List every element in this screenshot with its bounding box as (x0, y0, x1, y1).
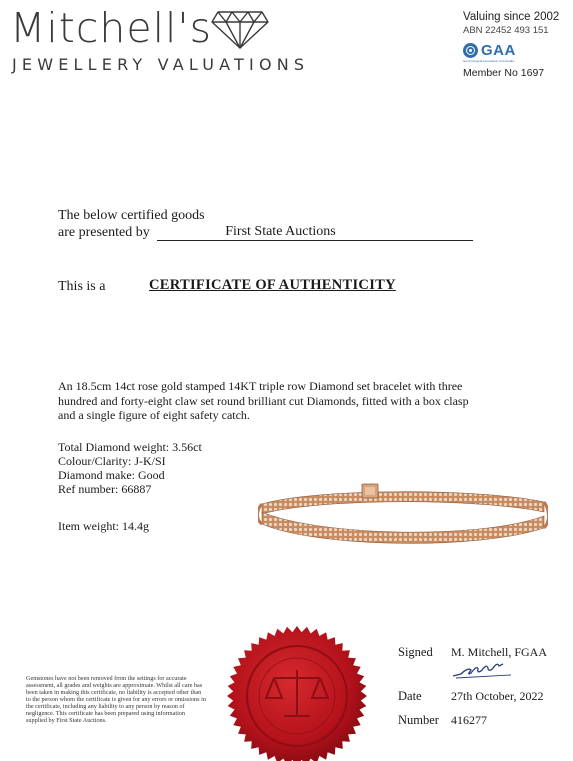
valuing-since: Valuing since 2002 (463, 11, 560, 23)
certificate-number: 416277 (451, 713, 487, 727)
certificate-title: CERTIFICATE OF AUTHENTICITY (149, 277, 396, 293)
gaa-logo (463, 42, 559, 58)
brand-name: Mitchell's (10, 4, 213, 52)
presented-prefix: are presented by (58, 225, 150, 240)
gaa-subtitle: Gemmological Association of Australia (463, 59, 514, 63)
member-label: Member No (463, 67, 518, 79)
presented-line-2 (58, 224, 473, 241)
bracelet-photo (258, 482, 548, 548)
signer-name: M. Mitchell, FGAA (451, 645, 547, 659)
gaa-text: GAA (481, 41, 516, 59)
date-label: Date (398, 689, 422, 703)
brand-tagline: JEWELLERY VALUATIONS (12, 55, 310, 74)
certificate-prefix: This is a (58, 279, 106, 294)
abn-number: ABN 22452 493 151 (463, 25, 549, 36)
signed-label: Signed (398, 645, 433, 659)
recipient-name: First State Auctions (225, 224, 336, 239)
item-description: An 18.5cm 14ct rose gold stamped 14KT triple row Diamond set bracelet with three hundred and forty-eight claw set round brilliant cut Diamonds, fitted with a box clasp and a single figure of eight safety catch. (58, 379, 469, 422)
number-label: Number (398, 713, 439, 727)
diamond-make: Diamond make: Good (58, 468, 165, 482)
wax-seal (222, 618, 372, 761)
presented-line-1: The below certified goods (58, 208, 205, 223)
gaa-badge-icon (463, 43, 478, 58)
item-specs (58, 440, 202, 496)
disclaimer-text: Gemstones have not been removed from the settings for accurate assessment, all grades and weights are approximate. Whilst all care has been taken in making this certificate, no liability is accepted other than to the person whom the certificate is given for any errors or omissions in the certificate, including any liability to any person by reason of negligence. This certificate has been prepared using information supplied by First State Auctions. (26, 675, 206, 724)
colour-clarity: Colour/Clarity: J-K/SI (58, 454, 166, 468)
member-number (463, 67, 559, 80)
total-diamond-weight: Total Diamond weight: 3.56ct (58, 440, 202, 454)
diamond-logo-icon (210, 8, 270, 50)
signature (451, 660, 521, 680)
certificate-date: 27th October, 2022 (451, 689, 544, 703)
ref-number: Ref number: 66887 (58, 482, 152, 496)
recipient-line (157, 225, 473, 241)
header-credentials (463, 10, 559, 80)
member-value: 1697 (520, 67, 545, 79)
item-weight: Item weight: 14.4g (58, 519, 149, 533)
